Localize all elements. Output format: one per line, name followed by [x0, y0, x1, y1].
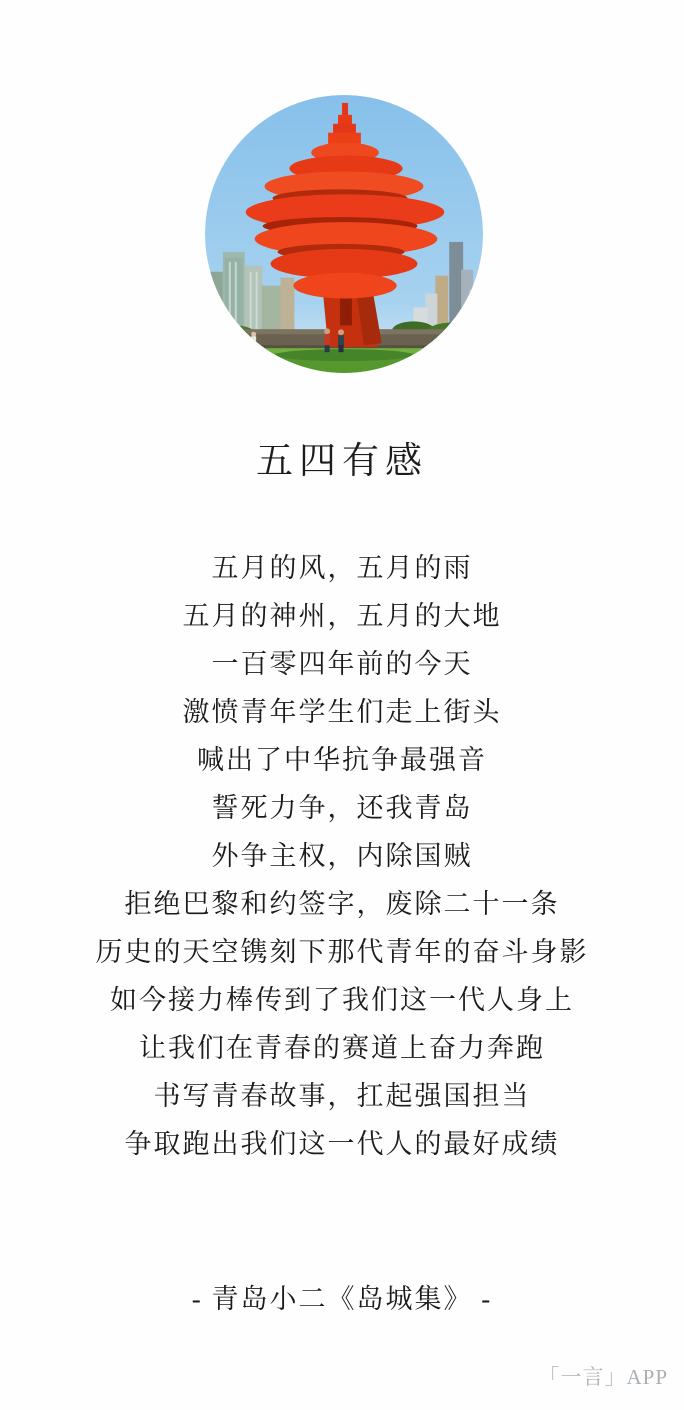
poem-line: 激愤青年学生们走上街头	[182, 697, 502, 727]
may-wind-sculpture-photo	[205, 95, 483, 373]
poem-line: 五月的风，五月的雨	[211, 553, 473, 583]
poem-line: 拒绝巴黎和约签字，废除二十一条	[124, 889, 560, 919]
attribution: - 青岛小二《岛城集》 -	[191, 1284, 493, 1314]
brand-footer: 「一言」APP	[538, 1365, 668, 1389]
poem-line: 外争主权，内除国贼	[211, 841, 473, 871]
poem-line: 争取跑出我们这一代人的最好成绩	[124, 1129, 560, 1159]
poem-line: 誓死力争，还我青岛	[211, 793, 473, 823]
poem-line: 让我们在青春的赛道上奋力奔跑	[139, 1033, 545, 1063]
poem-line: 一百零四年前的今天	[211, 649, 473, 679]
poem-body	[0, 544, 684, 1168]
poem-line: 书写青春故事，扛起强国担当	[153, 1081, 531, 1111]
poem-line: 如今接力棒传到了我们这一代人身上	[110, 985, 574, 1015]
sculpture-illustration	[205, 95, 483, 373]
poem-line: 五月的神州，五月的大地	[182, 601, 502, 631]
poem-line: 喊出了中华抗争最强音	[197, 745, 487, 775]
poem-line: 历史的天空镌刻下那代青年的奋斗身影	[95, 937, 589, 967]
poem-title: 五四有感	[256, 441, 428, 482]
